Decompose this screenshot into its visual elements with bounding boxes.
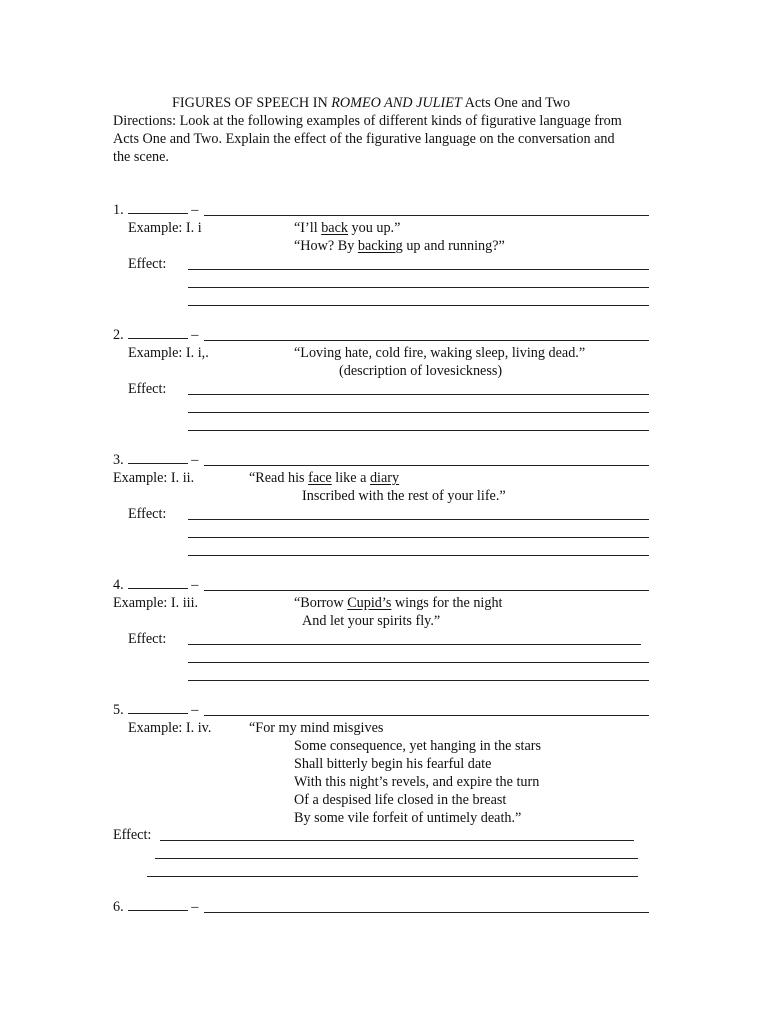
effect-line[interactable] (155, 858, 638, 859)
term-blank[interactable] (128, 326, 188, 339)
quote-line: “Borrow Cupid’s wings for the night (294, 595, 503, 611)
effect-line[interactable] (188, 269, 649, 270)
item-number: 1. – (113, 202, 199, 218)
example-ref: Example: I. i (128, 220, 202, 236)
effect-line[interactable] (188, 287, 649, 288)
directions-line-3: the scene. (113, 149, 169, 165)
example-ref: Example: I. iii. (113, 595, 199, 611)
example-ref: Example: I. iv. (128, 720, 212, 736)
quote-line: “Read his face like a diary (249, 470, 400, 486)
quote-note: (description of lovesickness) (339, 363, 503, 379)
example-ref: Example: I. i,. (128, 345, 209, 361)
answer-line[interactable] (204, 715, 649, 716)
quote-line: Inscribed with the rest of your life.” (302, 488, 506, 504)
effect-line[interactable] (147, 876, 638, 877)
item-number: 6. – (113, 899, 199, 915)
answer-line[interactable] (204, 912, 649, 913)
effect-line[interactable] (188, 305, 649, 306)
effect-line[interactable] (188, 519, 649, 520)
effect-line[interactable] (188, 644, 641, 645)
quote-line: “Loving hate, cold fire, waking sleep, living dead.” (294, 345, 586, 361)
effect-label: Effect: (128, 256, 167, 272)
quote-line: Of a despised life closed in the breast (294, 792, 507, 808)
term-blank[interactable] (128, 576, 188, 589)
effect-line[interactable] (188, 412, 649, 413)
directions-line-2: Acts One and Two. Explain the effect of the figurative language on the conversation and (113, 131, 615, 147)
title-suffix: Acts One and Two (461, 95, 571, 111)
effect-line[interactable] (160, 840, 634, 841)
quote-line: With this night’s revels, and expire the turn (294, 774, 540, 790)
example-ref: Example: I. ii. (113, 470, 195, 486)
title-play-name: ROMEO AND JULIET (331, 95, 462, 111)
quote-line: And let your spirits fly.” (302, 613, 441, 629)
quote-line: By some vile forfeit of untimely death.” (294, 810, 522, 826)
effect-line[interactable] (188, 537, 649, 538)
effect-line[interactable] (188, 662, 649, 663)
effect-label: Effect: (128, 631, 167, 647)
answer-line[interactable] (204, 215, 649, 216)
effect-line[interactable] (188, 394, 649, 395)
item-number: 4. – (113, 577, 199, 593)
effect-line[interactable] (188, 430, 649, 431)
directions-line-1: Directions: Look at the following examples of different kinds of figurative language from (113, 113, 622, 129)
item-number: 2. – (113, 327, 199, 343)
answer-line[interactable] (204, 465, 649, 466)
effect-label: Effect: (128, 381, 167, 397)
effect-line[interactable] (188, 555, 649, 556)
answer-line[interactable] (204, 590, 649, 591)
quote-line: “I’ll back you up.” (294, 220, 401, 236)
term-blank[interactable] (128, 701, 188, 714)
effect-line[interactable] (188, 680, 649, 681)
item-number: 5. – (113, 702, 199, 718)
quote-line: “For my mind misgives (249, 720, 384, 736)
effect-label: Effect: (113, 827, 152, 843)
title-prefix: FIGURES OF SPEECH IN (172, 95, 332, 111)
term-blank[interactable] (128, 451, 188, 464)
term-blank[interactable] (128, 201, 188, 214)
answer-line[interactable] (204, 340, 649, 341)
item-number: 3. – (113, 452, 199, 468)
effect-label: Effect: (128, 506, 167, 522)
quote-line: Some consequence, yet hanging in the stars (294, 738, 542, 754)
page-title (172, 94, 570, 112)
term-blank[interactable] (128, 898, 188, 911)
quote-line: “How? By backing up and running?” (294, 238, 505, 254)
quote-line: Shall bitterly begin his fearful date (294, 756, 492, 772)
